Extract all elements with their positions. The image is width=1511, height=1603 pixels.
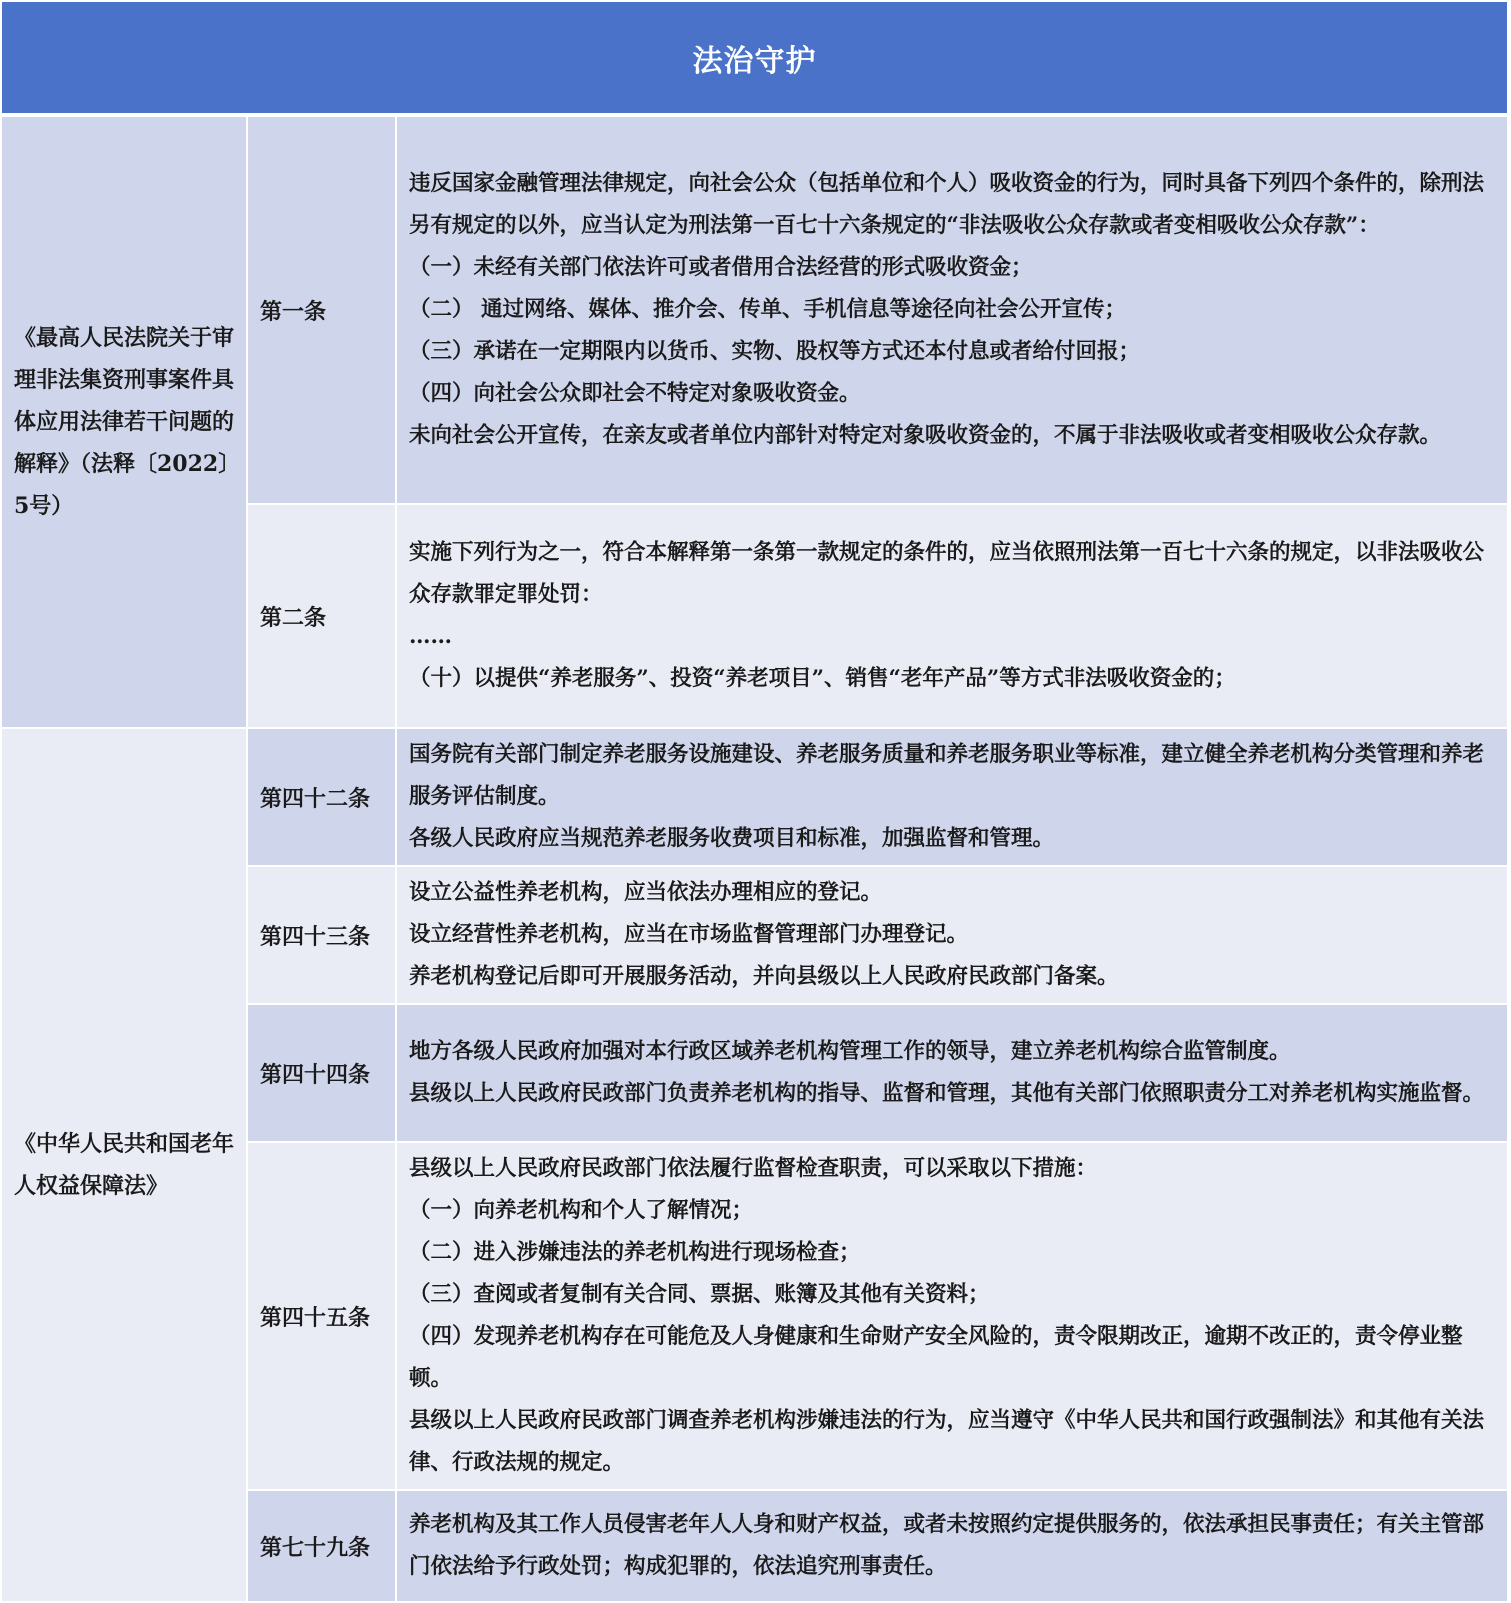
article-line: 国务院有关部门制定养老服务设施建设、养老服务质量和养老服务职业等标准，建立健全养老机构分类管理和养老服务评估制度。 bbox=[409, 742, 1485, 809]
article-line: （一）向养老机构和个人了解情况； bbox=[409, 1198, 754, 1223]
article-line: 实施下列行为之一，符合本解释第一条第一款规定的条件的，应当依照刑法第一百七十六条的规定，以非法吸收公众存款罪定罪处罚： bbox=[409, 540, 1485, 607]
article-text bbox=[397, 729, 1507, 865]
article-line: （十）以提供“养老服务”、投资“养老项目”、销售“老年产品”等方式非法吸收资金的； bbox=[409, 666, 1236, 691]
article-name: 第四十四条 bbox=[248, 1005, 395, 1141]
article-line: 设立公益性养老机构，应当依法办理相应的登记。 bbox=[409, 880, 883, 905]
article-name: 第四十五条 bbox=[248, 1143, 395, 1489]
article-text bbox=[397, 117, 1507, 503]
article-line: （二） 通过网络、媒体、推介会、传单、手机信息等途径向社会公开宣传； bbox=[409, 297, 1126, 322]
article-name: 第二条 bbox=[248, 505, 395, 727]
page-title: 法治守护 bbox=[692, 43, 817, 79]
article-line: （四）发现养老机构存在可能危及人身健康和生命财产安全风险的，责令限期改正，逾期不改正的，责令停业整顿。 bbox=[409, 1324, 1463, 1391]
article-name: 第七十九条 bbox=[248, 1491, 395, 1601]
article-line: （三）查阅或者复制有关合同、票据、账簿及其他有关资料； bbox=[409, 1282, 990, 1307]
article-text bbox=[397, 505, 1507, 727]
article-name: 第四十三条 bbox=[248, 867, 395, 1003]
article-name: 第一条 bbox=[248, 117, 395, 503]
article-line: 设立经营性养老机构，应当在市场监督管理部门办理登记。 bbox=[409, 922, 969, 947]
article-line: 地方各级人民政府加强对本行政区域养老机构管理工作的领导，建立养老机构综合监管制度。 bbox=[409, 1039, 1291, 1064]
article-line: （一）未经有关部门依法许可或者借用合法经营的形式吸收资金； bbox=[409, 255, 1033, 280]
law-name-cell: 《最高人民法院关于审理非法集资刑事案件具体应用法律若干问题的解释》（法释〔2022〕5号） bbox=[2, 117, 246, 727]
article-name: 第四十二条 bbox=[248, 729, 395, 865]
article-line: 各级人民政府应当规范养老服务收费项目和标准，加强监督和管理。 bbox=[409, 826, 1055, 851]
article-text bbox=[397, 1491, 1507, 1601]
article-line: …… bbox=[409, 624, 452, 649]
article-line: （三）承诺在一定期限内以货币、实物、股权等方式还本付息或者给付回报； bbox=[409, 339, 1141, 364]
article-text bbox=[397, 1005, 1507, 1141]
article-text bbox=[397, 867, 1507, 1003]
article-line: （四）向社会公众即社会不特定对象吸收资金。 bbox=[409, 381, 861, 406]
article-text bbox=[397, 1143, 1507, 1489]
header-bar bbox=[2, 2, 1507, 113]
article-line: 县级以上人民政府民政部门负责养老机构的指导、监督和管理，其他有关部门依照职责分工对养老机构实施监督。 bbox=[409, 1081, 1485, 1106]
law-name-cell: 《中华人民共和国老年人权益保障法》 bbox=[2, 729, 246, 1601]
article-line: （二）进入涉嫌违法的养老机构进行现场检查； bbox=[409, 1240, 861, 1265]
article-line: 未向社会公开宣传，在亲友或者单位内部针对特定对象吸收资金的，不属于非法吸收或者变相吸收公众存款。 bbox=[409, 423, 1442, 448]
article-line: 养老机构登记后即可开展服务活动，并向县级以上人民政府民政部门备案。 bbox=[409, 964, 1119, 989]
article-line: 违反国家金融管理法律规定，向社会公众（包括单位和个人）吸收资金的行为，同时具备下列四个条件的，除刑法另有规定的以外，应当认定为刑法第一百七十六条规定的“非法吸收公众存款或者变相吸收公众存款”： bbox=[409, 171, 1485, 238]
article-line: 养老机构及其工作人员侵害老年人人身和财产权益，或者未按照约定提供服务的，依法承担民事责任；有关主管部门依法给予行政处罚；构成犯罪的，依法追究刑事责任。 bbox=[409, 1512, 1485, 1579]
article-line: 县级以上人民政府民政部门调查养老机构涉嫌违法的行为，应当遵守《中华人民共和国行政强制法》和其他有关法律、行政法规的规定。 bbox=[409, 1408, 1485, 1475]
article-line: 县级以上人民政府民政部门依法履行监督检查职责，可以采取以下措施： bbox=[409, 1156, 1098, 1181]
